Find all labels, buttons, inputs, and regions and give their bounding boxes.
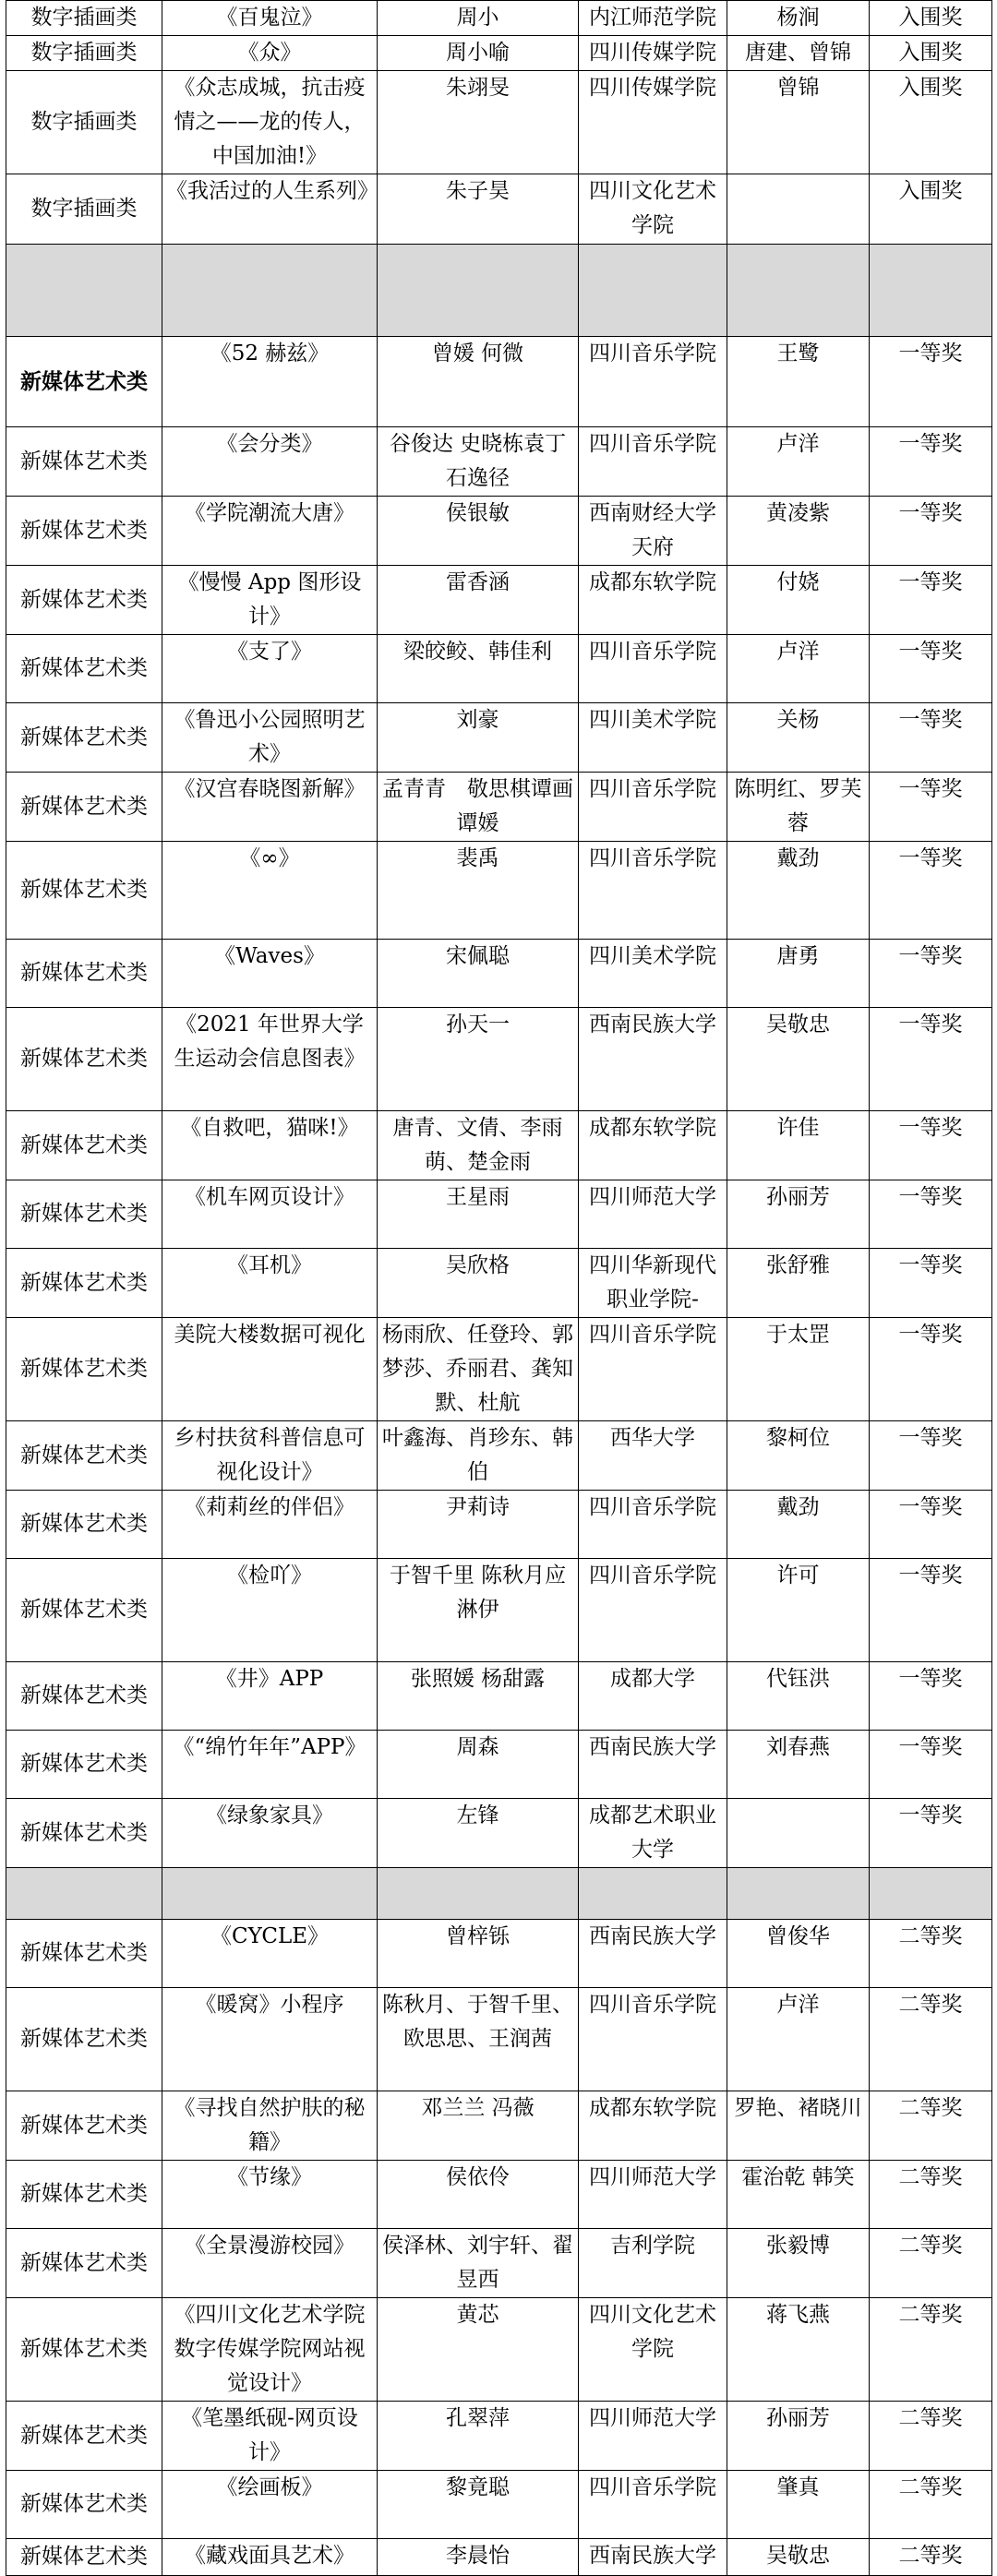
table-row xyxy=(6,1559,992,1662)
work-title-cell: 乡村扶贫科普信息可视化设计》 xyxy=(162,1421,378,1491)
table-row xyxy=(6,1180,992,1249)
author-cell: 叶鑫海、肖珍东、韩伯 xyxy=(378,1421,579,1491)
school-cell: 成都东软学院 xyxy=(579,566,727,635)
work-title-cell: 《百鬼泣》 xyxy=(162,1,378,36)
school-cell: 西南民族大学 xyxy=(579,1008,727,1111)
award-cell: 一等奖 xyxy=(870,1662,992,1731)
award-cell: 二等奖 xyxy=(870,1988,992,2091)
advisor-cell: 吴敬忠 xyxy=(727,1008,870,1111)
work-title-cell: 《慢慢 App 图形设计》 xyxy=(162,566,378,635)
category-cell: 新媒体艺术类 xyxy=(6,2539,162,2576)
category-cell: 新媒体艺术类 xyxy=(6,1559,162,1662)
advisor-cell: 戴劲 xyxy=(727,842,870,940)
school-cell: 四川音乐学院 xyxy=(579,1491,727,1559)
award-cell: 一等奖 xyxy=(870,497,992,566)
advisor-cell: 霍治乾 韩笑 xyxy=(727,2161,870,2229)
category-cell: 新媒体艺术类 xyxy=(6,337,162,427)
school-cell: 四川传媒学院 xyxy=(579,36,727,71)
advisor-cell: 曾锦 xyxy=(727,71,870,174)
table-row xyxy=(6,940,992,1008)
school-cell: 西华大学 xyxy=(579,1421,727,1491)
category-cell: 新媒体艺术类 xyxy=(6,1988,162,2091)
school-cell: 四川音乐学院 xyxy=(579,1318,727,1421)
author-cell: 周小喻 xyxy=(378,36,579,71)
award-cell: 一等奖 xyxy=(870,1111,992,1180)
category-cell: 新媒体艺术类 xyxy=(6,2229,162,2298)
school-cell: 四川音乐学院 xyxy=(579,1559,727,1662)
work-title-cell: 《检吖》 xyxy=(162,1559,378,1662)
school-cell: 成都艺术职业大学 xyxy=(579,1799,727,1868)
table-row xyxy=(6,1491,992,1559)
work-title-cell: 《众志成城，抗击疫情之——龙的传人，中国加油!》 xyxy=(162,71,378,174)
advisor-cell: 蒋飞燕 xyxy=(727,2298,870,2402)
author-cell: 谷俊达 史晓栋袁丁 石逸径 xyxy=(378,427,579,497)
category-cell: 新媒体艺术类 xyxy=(6,427,162,497)
award-cell: 入围奖 xyxy=(870,174,992,245)
author-cell: 唐青、文倩、李雨萌、楚金雨 xyxy=(378,1111,579,1180)
category-cell: 新媒体艺术类 xyxy=(6,842,162,940)
category-cell: 新媒体艺术类 xyxy=(6,2091,162,2161)
advisor-cell: 卢洋 xyxy=(727,427,870,497)
table-row xyxy=(6,1920,992,1988)
work-title-cell: 《藏戏面具艺术》 xyxy=(162,2539,378,2576)
separator-cell xyxy=(6,245,162,337)
school-cell: 西南财经大学天府 xyxy=(579,497,727,566)
table-row xyxy=(6,1,992,36)
table-row xyxy=(6,1799,992,1868)
category-cell: 新媒体艺术类 xyxy=(6,1799,162,1868)
category-cell: 新媒体艺术类 xyxy=(6,566,162,635)
separator-cell xyxy=(6,1868,162,1920)
school-cell: 四川音乐学院 xyxy=(579,635,727,703)
category-cell: 新媒体艺术类 xyxy=(6,2402,162,2471)
advisor-cell: 卢洋 xyxy=(727,635,870,703)
school-cell: 四川美术学院 xyxy=(579,703,727,773)
author-cell: 朱翊旻 xyxy=(378,71,579,174)
advisor-cell: 付娆 xyxy=(727,566,870,635)
work-title-cell: 《我活过的人生系列》 xyxy=(162,174,378,245)
author-cell: 梁皎鲛、韩佳利 xyxy=(378,635,579,703)
author-cell: 雷香涵 xyxy=(378,566,579,635)
category-cell: 新媒体艺术类 xyxy=(6,497,162,566)
award-cell: 二等奖 xyxy=(870,2402,992,2471)
award-cell: 二等奖 xyxy=(870,2229,992,2298)
author-cell: 孔翠萍 xyxy=(378,2402,579,2471)
advisor-cell: 孙丽芳 xyxy=(727,1180,870,1249)
school-cell: 四川音乐学院 xyxy=(579,337,727,427)
school-cell: 四川音乐学院 xyxy=(579,1988,727,2091)
school-cell: 四川音乐学院 xyxy=(579,773,727,842)
advisor-cell: 曾俊华 xyxy=(727,1920,870,1988)
separator-cell xyxy=(162,245,378,337)
work-title-cell: 《寻找自然护肤的秘籍》 xyxy=(162,2091,378,2161)
table-row xyxy=(6,1111,992,1180)
table-row xyxy=(6,2298,992,2402)
advisor-cell: 唐建、曾锦 xyxy=(727,36,870,71)
award-cell: 一等奖 xyxy=(870,1249,992,1318)
separator-cell xyxy=(727,1868,870,1920)
author-cell: 黄芯 xyxy=(378,2298,579,2402)
author-cell: 吴欣格 xyxy=(378,1249,579,1318)
category-cell: 新媒体艺术类 xyxy=(6,2298,162,2402)
advisor-cell: 张舒雅 xyxy=(727,1249,870,1318)
table-row xyxy=(6,1008,992,1111)
work-title-cell: 《众》 xyxy=(162,36,378,71)
school-cell: 四川传媒学院 xyxy=(579,71,727,174)
table-row xyxy=(6,1421,992,1491)
school-cell: 成都东软学院 xyxy=(579,2091,727,2161)
table-row xyxy=(6,1249,992,1318)
work-title-cell: 《“绵竹年年”APP》 xyxy=(162,1731,378,1799)
school-cell: 成都东软学院 xyxy=(579,1111,727,1180)
work-title-cell: 《∞》 xyxy=(162,842,378,940)
separator-cell xyxy=(378,245,579,337)
advisor-cell: 戴劲 xyxy=(727,1491,870,1559)
author-cell: 王星雨 xyxy=(378,1180,579,1249)
author-cell: 张照媛 杨甜露 xyxy=(378,1662,579,1731)
author-cell: 侯依伶 xyxy=(378,2161,579,2229)
author-cell: 朱子昊 xyxy=(378,174,579,245)
award-cell: 一等奖 xyxy=(870,635,992,703)
author-cell: 邓兰兰 冯薇 xyxy=(378,2091,579,2161)
category-cell: 新媒体艺术类 xyxy=(6,2161,162,2229)
category-cell: 数字插画类 xyxy=(6,36,162,71)
advisor-cell: 杨涧 xyxy=(727,1,870,36)
author-cell: 黎竟聪 xyxy=(378,2471,579,2539)
advisor-cell: 代钰洪 xyxy=(727,1662,870,1731)
separator-cell xyxy=(727,245,870,337)
advisor-cell: 陈明红、罗芙蓉 xyxy=(727,773,870,842)
table-row xyxy=(6,1662,992,1731)
work-title-cell: 《耳机》 xyxy=(162,1249,378,1318)
work-title-cell: 《莉莉丝的伴侣》 xyxy=(162,1491,378,1559)
category-cell: 新媒体艺术类 xyxy=(6,940,162,1008)
category-cell: 数字插画类 xyxy=(6,174,162,245)
work-title-cell: 《鲁迅小公园照明艺术》 xyxy=(162,703,378,773)
award-cell: 一等奖 xyxy=(870,703,992,773)
work-title-cell: 美院大楼数据可视化 xyxy=(162,1318,378,1421)
award-cell: 二等奖 xyxy=(870,1920,992,1988)
work-title-cell: 《井》APP xyxy=(162,1662,378,1731)
school-cell: 四川师范大学 xyxy=(579,2161,727,2229)
author-cell: 侯泽林、刘宇轩、翟昱西 xyxy=(378,2229,579,2298)
category-cell: 新媒体艺术类 xyxy=(6,703,162,773)
work-title-cell: 《绘画板》 xyxy=(162,2471,378,2539)
table-row xyxy=(6,2229,992,2298)
author-cell: 刘豪 xyxy=(378,703,579,773)
awards-table xyxy=(6,0,992,2576)
advisor-cell xyxy=(727,1799,870,1868)
author-cell: 裴禹 xyxy=(378,842,579,940)
category-cell: 数字插画类 xyxy=(6,1,162,36)
award-cell: 二等奖 xyxy=(870,2471,992,2539)
school-cell: 四川师范大学 xyxy=(579,1180,727,1249)
award-cell: 一等奖 xyxy=(870,1799,992,1868)
table-row xyxy=(6,2471,992,2539)
work-title-cell: 《四川文化艺术学院数字传媒学院网站视觉设计》 xyxy=(162,2298,378,2402)
separator-cell xyxy=(579,245,727,337)
separator-cell xyxy=(579,1868,727,1920)
table-row xyxy=(6,337,992,427)
advisor-cell: 刘春燕 xyxy=(727,1731,870,1799)
advisor-cell: 罗艳、褚晓川 xyxy=(727,2091,870,2161)
award-cell: 入围奖 xyxy=(870,71,992,174)
work-title-cell: 《自救吧，猫咪!》 xyxy=(162,1111,378,1180)
author-cell: 周森 xyxy=(378,1731,579,1799)
award-cell: 二等奖 xyxy=(870,2539,992,2576)
table-row xyxy=(6,71,992,174)
category-cell: 新媒体艺术类 xyxy=(6,1662,162,1731)
award-cell: 二等奖 xyxy=(870,2298,992,2402)
category-cell: 数字插画类 xyxy=(6,71,162,174)
author-cell: 曾媛 何微 xyxy=(378,337,579,427)
awards-table-body xyxy=(6,1,992,2576)
work-title-cell: 《Waves》 xyxy=(162,940,378,1008)
section-separator-row xyxy=(6,245,992,337)
school-cell: 内江师范学院 xyxy=(579,1,727,36)
school-cell: 四川美术学院 xyxy=(579,940,727,1008)
table-row xyxy=(6,703,992,773)
award-cell: 一等奖 xyxy=(870,773,992,842)
advisor-cell: 吴敬忠 xyxy=(727,2539,870,2576)
school-cell: 四川师范大学 xyxy=(579,2402,727,2471)
author-cell: 曾梓铄 xyxy=(378,1920,579,1988)
school-cell: 四川华新现代职业学院- xyxy=(579,1249,727,1318)
advisor-cell: 许佳 xyxy=(727,1111,870,1180)
award-cell: 入围奖 xyxy=(870,36,992,71)
award-cell: 一等奖 xyxy=(870,566,992,635)
table-row xyxy=(6,566,992,635)
separator-cell xyxy=(870,245,992,337)
table-row xyxy=(6,2539,992,2576)
award-cell: 一等奖 xyxy=(870,427,992,497)
table-row xyxy=(6,2091,992,2161)
work-title-cell: 《学院潮流大唐》 xyxy=(162,497,378,566)
table-row xyxy=(6,427,992,497)
work-title-cell: 《机车网页设计》 xyxy=(162,1180,378,1249)
author-cell: 尹莉诗 xyxy=(378,1491,579,1559)
advisor-cell: 黄凌紫 xyxy=(727,497,870,566)
category-cell: 新媒体艺术类 xyxy=(6,1421,162,1491)
school-cell: 四川音乐学院 xyxy=(579,427,727,497)
award-cell: 二等奖 xyxy=(870,2161,992,2229)
award-cell: 一等奖 xyxy=(870,1491,992,1559)
award-cell: 二等奖 xyxy=(870,2091,992,2161)
school-cell: 西南民族大学 xyxy=(579,2539,727,2576)
award-cell: 一等奖 xyxy=(870,1008,992,1111)
school-cell: 吉利学院 xyxy=(579,2229,727,2298)
work-title-cell: 《52 赫兹》 xyxy=(162,337,378,427)
table-row xyxy=(6,1988,992,2091)
award-cell: 一等奖 xyxy=(870,1559,992,1662)
school-cell: 西南民族大学 xyxy=(579,1731,727,1799)
author-cell: 侯银敏 xyxy=(378,497,579,566)
advisor-cell: 于太罡 xyxy=(727,1318,870,1421)
table-row xyxy=(6,842,992,940)
category-cell: 新媒体艺术类 xyxy=(6,1491,162,1559)
author-cell: 李晨怡 xyxy=(378,2539,579,2576)
category-cell: 新媒体艺术类 xyxy=(6,2471,162,2539)
category-cell: 新媒体艺术类 xyxy=(6,1111,162,1180)
table-row xyxy=(6,773,992,842)
separator-cell xyxy=(378,1868,579,1920)
work-title-cell: 《暖窝》小程序 xyxy=(162,1988,378,2091)
award-cell: 一等奖 xyxy=(870,1180,992,1249)
award-cell: 入围奖 xyxy=(870,1,992,36)
table-row xyxy=(6,2161,992,2229)
author-cell: 杨雨欣、任登玲、郭梦莎、乔丽君、龚知默、杜航 xyxy=(378,1318,579,1421)
advisor-cell: 许可 xyxy=(727,1559,870,1662)
school-cell: 四川文化艺术学院 xyxy=(579,174,727,245)
school-cell: 四川音乐学院 xyxy=(579,842,727,940)
table-row xyxy=(6,497,992,566)
category-cell: 新媒体艺术类 xyxy=(6,1318,162,1421)
advisor-cell: 黎柯位 xyxy=(727,1421,870,1491)
work-title-cell: 《CYCLE》 xyxy=(162,1920,378,1988)
section-separator-row xyxy=(6,1868,992,1920)
award-cell: 一等奖 xyxy=(870,337,992,427)
award-cell: 一等奖 xyxy=(870,1421,992,1491)
school-cell: 四川文化艺术学院 xyxy=(579,2298,727,2402)
advisor-cell: 孙丽芳 xyxy=(727,2402,870,2471)
work-title-cell: 《汉宫春晓图新解》 xyxy=(162,773,378,842)
advisor-cell: 关杨 xyxy=(727,703,870,773)
advisor-cell: 张毅博 xyxy=(727,2229,870,2298)
advisor-cell: 唐勇 xyxy=(727,940,870,1008)
table-row xyxy=(6,1731,992,1799)
work-title-cell: 《支了》 xyxy=(162,635,378,703)
award-cell: 一等奖 xyxy=(870,1318,992,1421)
table-row xyxy=(6,174,992,245)
separator-cell xyxy=(870,1868,992,1920)
category-cell: 新媒体艺术类 xyxy=(6,773,162,842)
work-title-cell: 《全景漫游校园》 xyxy=(162,2229,378,2298)
school-cell: 四川音乐学院 xyxy=(579,2471,727,2539)
table-row xyxy=(6,1318,992,1421)
table-row xyxy=(6,2402,992,2471)
work-title-cell: 《2021 年世界大学生运动会信息图表》 xyxy=(162,1008,378,1111)
author-cell: 于智千里 陈秋月应淋伊 xyxy=(378,1559,579,1662)
work-title-cell: 《绿象家具》 xyxy=(162,1799,378,1868)
category-cell: 新媒体艺术类 xyxy=(6,1249,162,1318)
work-title-cell: 《笔墨纸砚-网页设计》 xyxy=(162,2402,378,2471)
work-title-cell: 《节缘》 xyxy=(162,2161,378,2229)
award-cell: 一等奖 xyxy=(870,1731,992,1799)
author-cell: 陈秋月、于智千里、欧思思、王润茜 xyxy=(378,1988,579,2091)
work-title-cell: 《会分类》 xyxy=(162,427,378,497)
advisor-cell: 肇真 xyxy=(727,2471,870,2539)
award-cell: 一等奖 xyxy=(870,842,992,940)
author-cell: 孙天一 xyxy=(378,1008,579,1111)
table-row xyxy=(6,36,992,71)
school-cell: 西南民族大学 xyxy=(579,1920,727,1988)
award-cell: 一等奖 xyxy=(870,940,992,1008)
category-cell: 新媒体艺术类 xyxy=(6,635,162,703)
author-cell: 周小 xyxy=(378,1,579,36)
author-cell: 宋佩聪 xyxy=(378,940,579,1008)
separator-cell xyxy=(162,1868,378,1920)
category-cell: 新媒体艺术类 xyxy=(6,1008,162,1111)
table-row xyxy=(6,635,992,703)
category-cell: 新媒体艺术类 xyxy=(6,1920,162,1988)
category-cell: 新媒体艺术类 xyxy=(6,1180,162,1249)
category-cell: 新媒体艺术类 xyxy=(6,1731,162,1799)
advisor-cell xyxy=(727,174,870,245)
author-cell: 孟青青 敬思棋谭画 谭媛 xyxy=(378,773,579,842)
advisor-cell: 卢洋 xyxy=(727,1988,870,2091)
advisor-cell: 王鹭 xyxy=(727,337,870,427)
author-cell: 左锋 xyxy=(378,1799,579,1868)
school-cell: 成都大学 xyxy=(579,1662,727,1731)
